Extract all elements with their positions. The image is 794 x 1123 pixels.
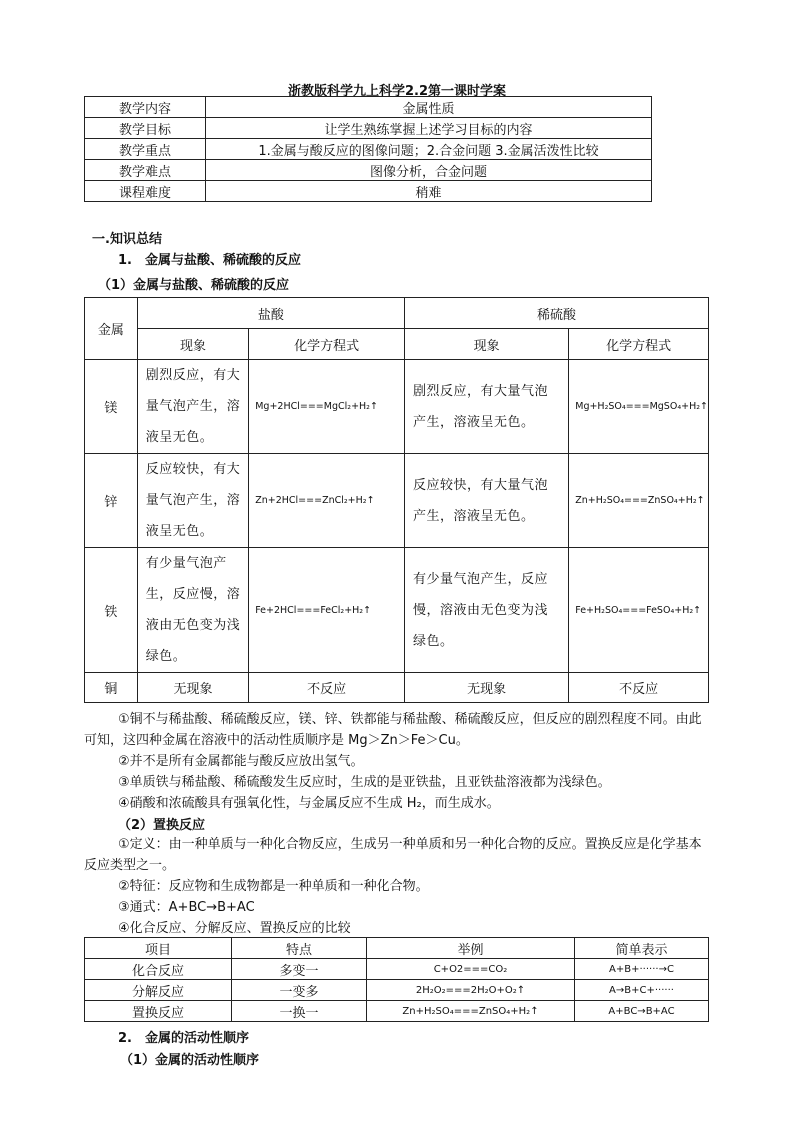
column-header: 化学方程式 [569, 329, 709, 360]
equation: Zn+H₂SO₄===ZnSO₄+H₂↑ [569, 454, 709, 548]
table-row [85, 980, 709, 1001]
acid-header: 盐酸 [137, 298, 404, 329]
info-key: 课程难度 [85, 181, 206, 202]
observation: 无现象 [405, 673, 569, 703]
table-cell: Zn+H₂SO₄===ZnSO₄+H₂↑ [367, 1001, 575, 1022]
info-value: 稍难 [206, 181, 652, 202]
column-header: 化学方程式 [249, 329, 405, 360]
column-header: 特点 [232, 938, 367, 959]
table-cell: A+BC→B+AC [575, 1001, 709, 1022]
reaction-types-table [84, 937, 709, 1022]
info-key: 教学难点 [85, 160, 206, 181]
metal-name: 镁 [85, 360, 138, 454]
acid-header: 稀硫酸 [405, 298, 709, 329]
table-row [85, 181, 652, 202]
table-row [85, 97, 652, 118]
observation: 反应较快，有大量气泡产生，溶液呈无色。 [405, 454, 569, 548]
metal-name: 锌 [85, 454, 138, 548]
note-paragraph: ①定义：由一种单质与一种化合物反应，生成另一种单质和另一种化合物的反应。置换反应是化学基本反应类型之一。 [84, 837, 702, 873]
table-cell: 一换一 [232, 1001, 367, 1022]
equation: 不反应 [569, 673, 709, 703]
table-cell: 一变多 [232, 980, 367, 1001]
note-paragraph: ③单质铁与稀盐酸、稀硫酸发生反应时，生成的是亚铁盐，且亚铁盐溶液都为浅绿色。 [118, 775, 611, 790]
subsection-heading: 1. 金属与盐酸、稀硫酸的反应 [118, 253, 301, 268]
equation: Fe+H₂SO₄===FeSO₄+H₂↑ [569, 548, 709, 673]
info-key: 教学重点 [85, 139, 206, 160]
equation: Mg+2HCl===MgCl₂+H₂↑ [249, 360, 405, 454]
displacement-block [84, 834, 708, 939]
note-paragraph: ③通式：A+BC→B+AC [118, 900, 255, 915]
info-key: 教学内容 [85, 97, 206, 118]
metal-name: 铁 [85, 548, 138, 673]
table-cell: A→B+C+······ [575, 980, 709, 1001]
table-cell: 置换反应 [85, 1001, 232, 1022]
subsection-heading: （1）金属的活动性顺序 [120, 1053, 260, 1068]
note-paragraph: ④化合反应、分解反应、置换反应的比较 [118, 921, 351, 936]
equation: Fe+2HCl===FeCl₂+H₂↑ [249, 548, 405, 673]
equation: 不反应 [249, 673, 405, 703]
table-cell: 多变一 [232, 959, 367, 980]
table-row [85, 673, 709, 703]
table-cell: 2H₂O₂===2H₂O+O₂↑ [367, 980, 575, 1001]
table-row [85, 118, 652, 139]
note-paragraph: ④硝酸和浓硫酸具有强氧化性，与金属反应不生成 H₂，而生成水。 [118, 796, 500, 811]
column-header: 项目 [85, 938, 232, 959]
observation: 无现象 [137, 673, 249, 703]
observation: 有少量气泡产生，反应慢，溶液由无色变为浅绿色。 [137, 548, 249, 673]
metal-name: 铜 [85, 673, 138, 703]
subsection-heading: （2）置换反应 [118, 818, 206, 833]
table-row [85, 938, 709, 959]
table-row [85, 1001, 709, 1022]
subsection-heading: （1）金属与盐酸、稀硫酸的反应 [98, 278, 290, 293]
observation: 剧烈反应，有大量气泡产生，溶液呈无色。 [405, 360, 569, 454]
observation: 剧烈反应，有大量气泡产生，溶液呈无色。 [137, 360, 249, 454]
note-paragraph: ②并不是所有金属都能与酸反应放出氢气。 [118, 754, 364, 769]
metal-acid-table [84, 297, 709, 703]
section-heading: 一.知识总结 [92, 232, 162, 247]
table-row [85, 548, 709, 673]
observation: 有少量气泡产生，反应慢，溶液由无色变为浅绿色。 [405, 548, 569, 673]
notes-block [84, 709, 708, 814]
metal-header: 金属 [85, 298, 138, 360]
table-row [85, 454, 709, 548]
table-row [85, 139, 652, 160]
column-header: 现象 [405, 329, 569, 360]
info-value: 1.金属与酸反应的图像问题；2.合金问题 3.金属活泼性比较 [206, 139, 652, 160]
page-title: 浙教版科学九上科学2.2第一课时学案 [287, 84, 507, 99]
note-paragraph: ②特征：反应物和生成物都是一种单质和一种化合物。 [118, 879, 429, 894]
table-cell: C+O2===CO₂ [367, 959, 575, 980]
column-header: 简单表示 [575, 938, 709, 959]
table-cell: 化合反应 [85, 959, 232, 980]
subsection-heading: 2. 金属的活动性顺序 [118, 1031, 249, 1046]
observation: 反应较快，有大量气泡产生，溶液呈无色。 [137, 454, 249, 548]
table-row [85, 360, 709, 454]
info-value: 图像分析，合金问题 [206, 160, 652, 181]
table-cell: A+B+······→C [575, 959, 709, 980]
info-value: 让学生熟练掌握上述学习目标的内容 [206, 118, 652, 139]
table-row [85, 160, 652, 181]
note-paragraph: ①铜不与稀盐酸、稀硫酸反应，镁、锌、铁都能与稀盐酸、稀硫酸反应，但反应的剧烈程度不同。由此可知，这四种金属在溶液中的活动性质顺序是 Mg＞Zn＞Fe＞Cu。 [84, 712, 702, 748]
table-row [85, 959, 709, 980]
lesson-info-table [84, 96, 652, 202]
table-cell: 分解反应 [85, 980, 232, 1001]
equation: Mg+H₂SO₄===MgSO₄+H₂↑ [569, 360, 709, 454]
info-value: 金属性质 [206, 97, 652, 118]
equation: Zn+2HCl===ZnCl₂+H₂↑ [249, 454, 405, 548]
column-header: 现象 [137, 329, 249, 360]
info-key: 教学目标 [85, 118, 206, 139]
column-header: 举例 [367, 938, 575, 959]
